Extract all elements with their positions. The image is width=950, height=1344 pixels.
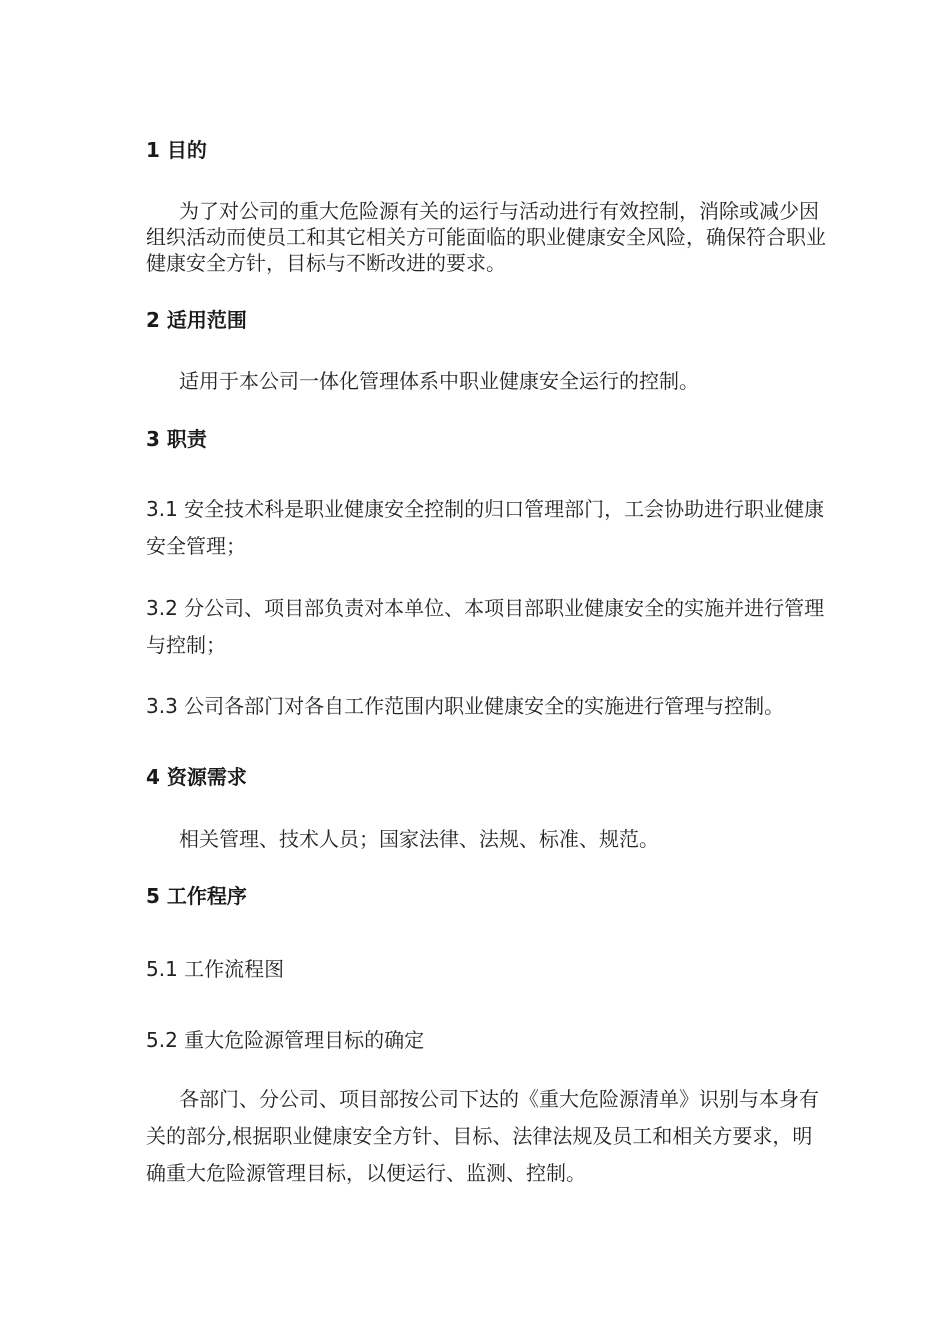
section-1-heading: 1 目的 <box>146 138 207 162</box>
section-2-body: 适用于本公司一体化管理体系中职业健康安全运行的控制。 <box>179 369 699 393</box>
section-3-item-2 <box>146 590 826 664</box>
item-number: 5.1 <box>146 957 178 981</box>
section-5-item-2 <box>146 1027 826 1053</box>
section-4-heading: 4 资源需求 <box>146 765 247 789</box>
section-3-item-1 <box>146 491 826 565</box>
item-text: 工作流程图 <box>177 957 285 981</box>
section-5-heading: 5 工作程序 <box>146 884 247 908</box>
section-1-body: 为了对公司的重大危险源有关的运行与活动进行有效控制，消除或减少因组织活动而使员工和其它相关方可能面临的职业健康安全风险，确保符合职业健康安全方针，目标与不断改进的要求。 <box>146 199 826 275</box>
item-text: 公司各部门对各自工作范围内职业健康安全的实施进行管理与控制。 <box>177 694 785 718</box>
item-text: 重大危险源管理目标的确定 <box>177 1028 425 1052</box>
section-3-heading: 3 职责 <box>146 427 207 451</box>
item-number: 3.1 <box>146 497 178 521</box>
section-5-item-1 <box>146 956 826 982</box>
section-5-body: 各部门、分公司、项目部按公司下达的《重大危险源清单》识别与本身有关的部分,根据职业健康安全方针、目标、法律法规及员工和相关方要求，明确重大危险源管理目标，以便运行、监测、控制。 <box>146 1087 819 1185</box>
item-text: 分公司、项目部负责对本单位、本项目部职业健康安全的实施并进行管理与控制； <box>146 596 825 657</box>
item-number: 3.3 <box>146 694 178 718</box>
item-number: 5.2 <box>146 1028 178 1052</box>
item-number: 3.2 <box>146 596 178 620</box>
section-3-item-3 <box>146 688 846 725</box>
item-text: 安全技术科是职业健康安全控制的归口管理部门，工会协助进行职业健康安全管理； <box>146 497 825 558</box>
section-4-body: 相关管理、技术人员；国家法律、法规、标准、规范。 <box>179 827 659 851</box>
section-2-heading: 2 适用范围 <box>146 308 247 332</box>
